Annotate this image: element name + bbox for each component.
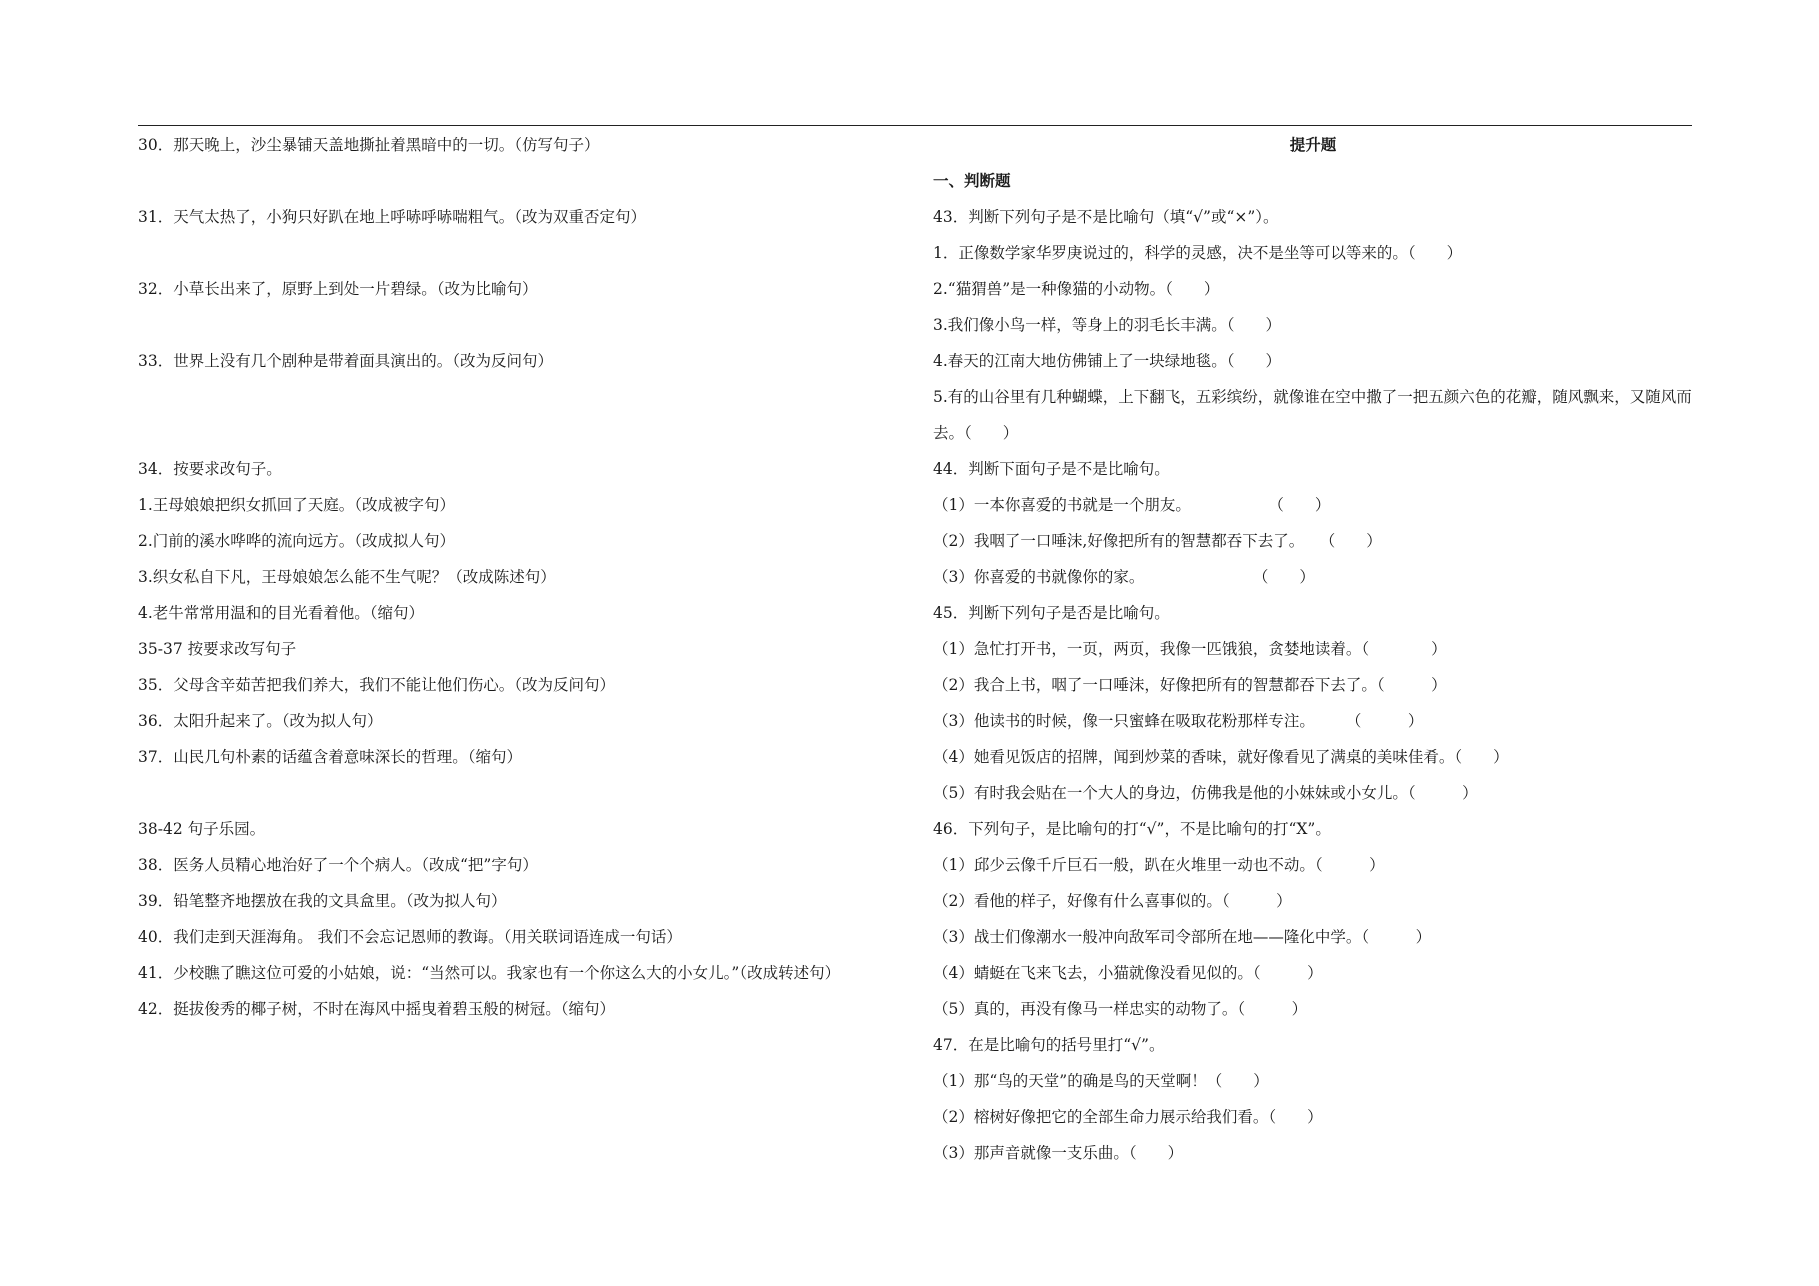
- page-title: 提升题: [1289, 136, 1337, 154]
- question-47-item-1: （1）那“鸟的天堂”的确是鸟的天堂啊！（ ）: [933, 1072, 1269, 1090]
- question-43-item-3: 3.我们像小鸟一样，等身上的羽毛长丰满。（ ）: [933, 316, 1282, 334]
- question-40: 40．我们走到天涯海角。 我们不会忘记恩师的教诲。（用关联词语连成一句话）: [138, 928, 682, 946]
- question-35: 35．父母含辛茹苦把我们养大，我们不能让他们伤心。（改为反问句）: [138, 676, 615, 694]
- question-34-item-2: 2.门前的溪水哗哗的流向远方。（改成拟人句）: [138, 532, 456, 550]
- question-46-item-4: （4）蜻蜓在飞来飞去，小猫就像没看见似的。（ ）: [933, 964, 1323, 982]
- question-46-item-5: （5）真的，再没有像马一样忠实的动物了。（ ）: [933, 1000, 1308, 1018]
- question-34-item-1: 1.王母娘娘把织女抓回了天庭。（改成被字句）: [138, 496, 456, 514]
- question-45-item-1: （1）急忙打开书，一页，两页，我像一匹饿狼，贪婪地读着。（ ）: [933, 640, 1447, 658]
- question-45-item-3: （3）他读书的时候，像一只蜜蜂在吸取花粉那样专注。 （ ）: [933, 712, 1424, 730]
- question-43-item-1: 1．正像数学家华罗庚说过的，科学的灵感，决不是坐等可以等来的。（ ）: [933, 244, 1463, 262]
- question-45-item-2: （2）我合上书，咽了一口唾沫，好像把所有的智慧都吞下去了。（ ）: [933, 676, 1447, 694]
- question-39: 39．铅笔整齐地摆放在我的文具盒里。（改为拟人句）: [138, 892, 507, 910]
- right-column: [933, 135, 1693, 1179]
- question-43: 43．判断下列句子是不是比喻句（填“√”或“×”）。: [933, 208, 1279, 226]
- question-30: 30．那天晚上，沙尘暴铺天盖地撕扯着黑暗中的一切。（仿写句子）: [138, 136, 600, 154]
- question-45-item-4: （4）她看见饭店的招牌，闻到炒菜的香味，就好像看见了满桌的美味佳肴。（ ）: [933, 748, 1509, 766]
- question-42: 42．挺拔俊秀的椰子树，不时在海风中摇曳着碧玉般的树冠。（缩句）: [138, 1000, 615, 1018]
- question-46-item-3: （3）战士们像潮水一般冲向敌军司令部所在地——隆化中学。（ ）: [933, 928, 1432, 946]
- question-47-item-3: （3）那声音就像一支乐曲。（ ）: [933, 1144, 1184, 1162]
- question-46-item-1: （1）邱少云像千斤巨石一般，趴在火堆里一动也不动。（ ）: [933, 856, 1385, 874]
- question-34: 34．按要求改句子。: [138, 460, 282, 478]
- question-31: 31．天气太热了，小狗只好趴在地上呼哧呼哧喘粗气。（改为双重否定句）: [138, 208, 646, 226]
- question-33: 33．世界上没有几个剧种是带着面具演出的。（改为反问句）: [138, 352, 553, 370]
- question-44-item-1: （1）一本你喜爱的书就是一个朋友。 （ ）: [933, 496, 1331, 514]
- group-38-42-heading: 38-42 句子乐园。: [138, 820, 266, 838]
- question-47-item-2: （2）榕树好像把它的全部生命力展示给我们看。（ ）: [933, 1108, 1323, 1126]
- question-34-item-3: 3.织女私自下凡，王母娘娘怎么能不生气呢？（改成陈述句）: [138, 568, 556, 586]
- question-47: 47．在是比喻句的括号里打“√”。: [933, 1036, 1165, 1054]
- question-43-item-2: 2.“猫猬兽”是一种像猫的小动物。（ ）: [933, 280, 1220, 298]
- header-rule: [138, 125, 1692, 126]
- question-32: 32．小草长出来了，原野上到处一片碧绿。（改为比喻句）: [138, 280, 538, 298]
- question-44: 44．判断下面句子是不是比喻句。: [933, 460, 1170, 478]
- question-46: 46．下列句子，是比喻句的打“√”，不是比喻句的打“X”。: [933, 820, 1331, 838]
- question-44-item-2: （2）我咽了一口唾沫,好像把所有的智慧都吞下去了。 （ ）: [933, 532, 1382, 550]
- question-44-item-3: （3）你喜爱的书就像你的家。 （ ）: [933, 568, 1315, 586]
- group-35-37-heading: 35-37 按要求改写句子: [138, 640, 297, 658]
- question-34-item-4: 4.老牛常常用温和的目光看着他。（缩句）: [138, 604, 425, 622]
- question-45-item-5: （5）有时我会贴在一个大人的身边，仿佛我是他的小妹妹或小女儿。（ ）: [933, 784, 1478, 802]
- question-37: 37．山民几句朴素的话蕴含着意味深长的哲理。（缩句）: [138, 748, 522, 766]
- question-45: 45．判断下列句子是否是比喻句。: [933, 604, 1170, 622]
- section-heading: 一、判断题: [933, 172, 1011, 190]
- question-43-item-4: 4.春天的江南大地仿佛铺上了一块绿地毯。（ ）: [933, 352, 1282, 370]
- left-column: [138, 135, 908, 1035]
- question-41: 41．少校瞧了瞧这位可爱的小姑娘，说：“当然可以。我家也有一个你这么大的小女儿。”（改成转述句）: [138, 964, 841, 982]
- question-43-item-5: 5.有的山谷里有几种蝴蝶，上下翻飞，五彩缤纷，就像谁在空中撒了一把五颜六色的花瓣，随风飘来，又随风而去。（ ）: [933, 388, 1692, 442]
- question-36: 36．太阳升起来了。（改为拟人句）: [138, 712, 383, 730]
- question-38: 38．医务人员精心地治好了一个个病人。（改成“把”字句）: [138, 856, 538, 874]
- question-46-item-2: （2）看他的样子，好像有什么喜事似的。（ ）: [933, 892, 1292, 910]
